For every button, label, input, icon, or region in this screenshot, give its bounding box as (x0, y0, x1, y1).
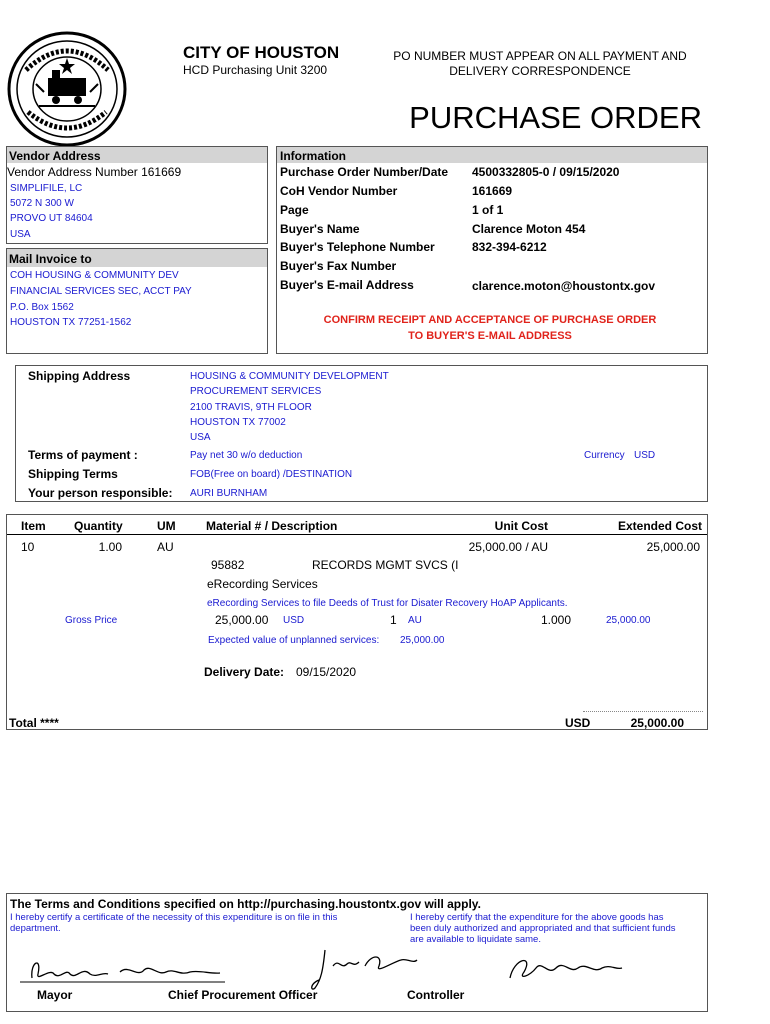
gross-currency: USD (283, 615, 305, 626)
invoice-line: P.O. Box 1562 (10, 302, 74, 313)
info-label: Buyer's Fax Number (280, 259, 397, 273)
mayor-signature-icon (20, 948, 230, 988)
shipping-terms-value: FOB(Free on board) /DESTINATION (190, 469, 353, 480)
terms-heading: The Terms and Conditions specified on http://purchasing.houstontx.gov will apply. (10, 897, 481, 911)
total-currency: USD (565, 716, 591, 730)
city-seal-icon (6, 30, 128, 148)
col-unit-cost: Unit Cost (494, 519, 548, 533)
info-label: CoH Vendor Number (280, 184, 398, 198)
total-label: Total **** (9, 716, 59, 730)
buyer-telephone: 832-394-6212 (472, 240, 547, 254)
col-um: UM (157, 519, 176, 533)
po-number-date: 4500332805-0 / 09/15/2020 (472, 165, 620, 179)
row-um: AU (157, 540, 174, 554)
currency-label: Currency (584, 450, 625, 461)
shipping-box (15, 365, 708, 502)
shipping-line: 2100 TRAVIS, 9TH FLOOR (190, 402, 312, 413)
left-certification: I hereby certify a certificate of the necessity of this expenditure is on file in this department. (10, 912, 338, 934)
right-certification: I hereby certify that the expenditure for the above goods has been duly authorized and appropriated and that sufficient funds are available to liquidate same. (410, 912, 676, 945)
gross-unit: AU (408, 615, 422, 626)
signature-cpo: Chief Procurement Officer (168, 988, 318, 1002)
coh-vendor-number: 161669 (472, 184, 513, 198)
info-label: Buyer's Telephone Number (280, 240, 435, 254)
shipping-address-label: Shipping Address (28, 369, 131, 383)
expected-value-label: Expected value of unplanned services: (208, 635, 380, 646)
city-name: CITY OF HOUSTON (183, 43, 340, 62)
document-title: PURCHASE ORDER (409, 100, 702, 135)
invoice-line: HOUSTON TX 77251-1562 (10, 317, 132, 328)
signature-mayor: Mayor (37, 988, 73, 1002)
gross-factor: 1.000 (541, 613, 572, 627)
col-item: Item (21, 519, 46, 533)
shipping-line: HOUSING & COMMUNITY DEVELOPMENT (190, 371, 389, 382)
gross-per: 1 (390, 613, 397, 627)
info-label: Buyer's Name (280, 222, 360, 236)
currency-value: USD (634, 450, 656, 461)
vendor-line: 5072 N 300 W (10, 198, 74, 209)
terms-payment-label: Terms of payment : (28, 448, 138, 462)
row-item: 10 (21, 540, 35, 554)
material-short-text: RECORDS MGMT SVCS (I (312, 558, 459, 572)
vendor-address-number: Vendor Address Number 161669 (7, 165, 182, 179)
row-unit-cost: 25,000.00 / AU (468, 540, 548, 554)
signature-controller: Controller (407, 988, 465, 1002)
invoice-line: COH HOUSING & COMMUNITY DEV (10, 270, 179, 281)
po-notice-line2: DELIVERY CORRESPONDENCE (449, 64, 631, 78)
gross-total: 25,000.00 (606, 615, 651, 626)
row-extended-cost: 25,000.00 (646, 540, 700, 554)
page-number: 1 of 1 (472, 203, 504, 217)
invoice-line: FINANCIAL SERVICES SEC, ACCT PAY (10, 286, 192, 297)
cpo-signature-icon (305, 940, 425, 994)
item-detail-text: eRecording Services to file Deeds of Trust for Disater Recovery HoAP Applicants. (207, 598, 568, 609)
vendor-line: PROVO UT 84604 (10, 213, 93, 224)
shipping-line: PROCUREMENT SERVICES (190, 386, 322, 397)
info-label: Page (280, 203, 309, 217)
col-quantity: Quantity (74, 519, 123, 533)
po-notice-line1: PO NUMBER MUST APPEAR ON ALL PAYMENT AND (393, 49, 687, 63)
buyer-name: Clarence Moton 454 (472, 222, 586, 236)
terms-payment-value: Pay net 30 w/o deduction (190, 450, 303, 461)
shipping-line: HOUSTON TX 77002 (190, 417, 286, 428)
shipping-terms-label: Shipping Terms (28, 467, 118, 481)
vendor-line: USA (10, 229, 31, 240)
col-material-description: Material # / Description (206, 519, 338, 533)
information-heading: Information (280, 149, 346, 163)
row-quantity: 1.00 (98, 540, 122, 554)
gross-price-label: Gross Price (65, 615, 118, 626)
info-label: Purchase Order Number/Date (280, 165, 449, 179)
confirm-receipt-line2: TO BUYER'S E-MAIL ADDRESS (408, 330, 572, 342)
shipping-line: USA (190, 432, 211, 443)
confirm-receipt-line1: CONFIRM RECEIPT AND ACCEPTANCE OF PURCHASE ORDER (323, 314, 657, 326)
responsible-value: AURI BURNHAM (190, 488, 268, 499)
col-extended-cost: Extended Cost (617, 519, 702, 533)
controller-signature-icon (500, 948, 630, 984)
delivery-date-label: Delivery Date: (204, 665, 285, 679)
mail-invoice-heading: Mail Invoice to (9, 252, 92, 266)
delivery-date-value: 09/15/2020 (296, 665, 357, 679)
info-label: Buyer's E-mail Address (280, 278, 414, 292)
responsible-label: Your person responsible: (28, 486, 173, 500)
purchasing-unit: HCD Purchasing Unit 3200 (183, 63, 328, 77)
vendor-line: SIMPLIFILE, LC (10, 183, 83, 194)
material-number: 95882 (211, 558, 245, 572)
vendor-address-heading: Vendor Address (9, 149, 101, 163)
buyer-email[interactable]: clarence.moton@houstontx.gov (472, 279, 656, 293)
material-long-text: eRecording Services (207, 577, 318, 591)
expected-value: 25,000.00 (400, 635, 445, 646)
gross-amount: 25,000.00 (215, 613, 269, 627)
total-amount: 25,000.00 (630, 716, 684, 730)
